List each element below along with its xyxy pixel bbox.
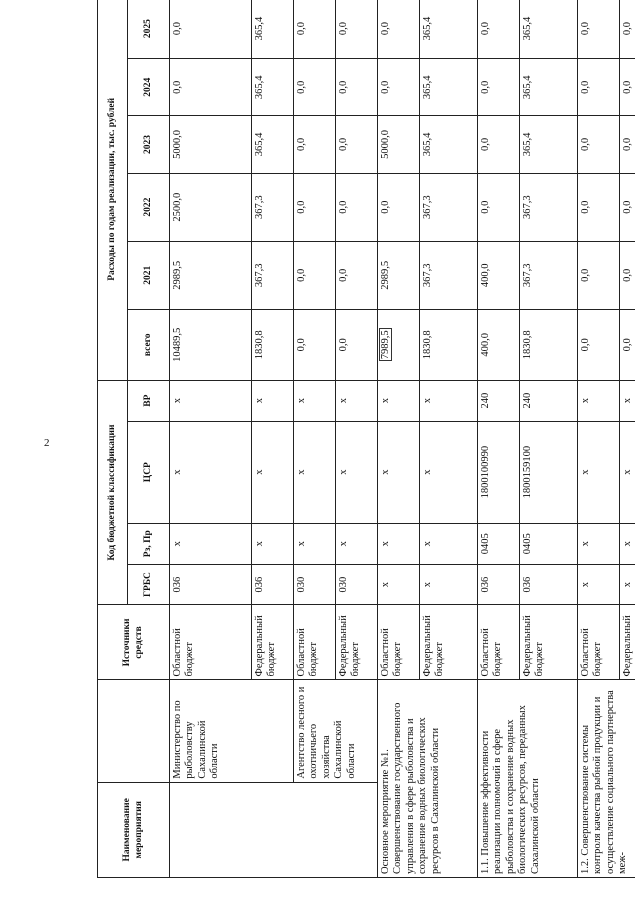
row-2022: 367,3	[252, 173, 294, 241]
row-2022: 0,0	[620, 173, 635, 241]
row-2022: 0,0	[336, 173, 378, 241]
row-2025: 365,4	[252, 0, 294, 59]
row-total: 1830,8	[520, 309, 578, 380]
row-2024: 0,0	[294, 59, 336, 116]
row-csr: х	[170, 421, 252, 523]
row-csr: х	[252, 421, 294, 523]
row-2021: 2989,5	[378, 241, 420, 309]
row-rzpr: х	[620, 523, 635, 564]
row-2022: 367,3	[420, 173, 478, 241]
row-grbs: 036	[170, 564, 252, 605]
row-2025: 365,4	[420, 0, 478, 59]
row-2021: 0,0	[294, 241, 336, 309]
row-source: Областной бюджет	[478, 605, 520, 680]
row-vr: 240	[478, 380, 520, 421]
row-2022: 2500,0	[170, 173, 252, 241]
row-2023: 0,0	[294, 116, 336, 173]
row-2024: 0,0	[378, 59, 420, 116]
row-2024: 0,0	[578, 59, 620, 116]
header-name: Наименование мероприятия	[98, 782, 170, 877]
header-2021: 2021	[128, 241, 170, 309]
row-grbs: 036	[520, 564, 578, 605]
block-agency: Агентство лесного и охотничьего хозяйства Сахалинской области	[294, 680, 378, 782]
row-source: Областной бюджет	[294, 605, 336, 680]
row-grbs: х	[420, 564, 478, 605]
row-2023: 0,0	[336, 116, 378, 173]
row-grbs: х	[378, 564, 420, 605]
row-2025: 0,0	[336, 0, 378, 59]
row-vr: х	[620, 380, 635, 421]
row-total	[378, 309, 420, 380]
row-2021: 367,3	[252, 241, 294, 309]
row-2024: 365,4	[420, 59, 478, 116]
row-vr: х	[378, 380, 420, 421]
row-vr: х	[170, 380, 252, 421]
block-name-empty	[170, 782, 378, 877]
row-rzpr: х	[378, 523, 420, 564]
row-rzpr: х	[294, 523, 336, 564]
row-grbs: 036	[252, 564, 294, 605]
row-source: Областной бюджет	[578, 605, 620, 680]
row-rzpr: х	[336, 523, 378, 564]
row-2025: 0,0	[578, 0, 620, 59]
header-vr: ВР	[128, 380, 170, 421]
row-2022: 367,3	[520, 173, 578, 241]
row-2023: 0,0	[478, 116, 520, 173]
row-rzpr: 0405	[478, 523, 520, 564]
row-2025: 0,0	[478, 0, 520, 59]
boxed-total: 7989,5	[380, 330, 391, 360]
block-ministry: Министерство по рыболовству Сахалинской области	[170, 680, 294, 782]
row-grbs: 030	[294, 564, 336, 605]
row-total: 10489,5	[170, 309, 252, 380]
row-2022: 0,0	[294, 173, 336, 241]
header-2025: 2025	[128, 0, 170, 59]
row-total: 0,0	[578, 309, 620, 380]
page-number: 2	[44, 437, 50, 449]
row-2023: 365,4	[420, 116, 478, 173]
row-2022: 0,0	[378, 173, 420, 241]
row-vr: х	[252, 380, 294, 421]
row-2023: 0,0	[620, 116, 635, 173]
row-total: 0,0	[294, 309, 336, 380]
row-csr: х	[378, 421, 420, 523]
row-2023: 5000,0	[170, 116, 252, 173]
row-2021: 367,3	[520, 241, 578, 309]
row-2023: 0,0	[578, 116, 620, 173]
row-2021: 2989,5	[170, 241, 252, 309]
budget-table	[97, 0, 635, 878]
row-rzpr: х	[252, 523, 294, 564]
row-grbs: 036	[478, 564, 520, 605]
header-empty	[98, 680, 170, 782]
row-2024: 0,0	[170, 59, 252, 116]
row-vr: х	[420, 380, 478, 421]
header-rzpr: Рз, Пр	[128, 523, 170, 564]
row-vr: х	[336, 380, 378, 421]
header-code-group: Код бюджетной классификации	[98, 380, 128, 605]
header-csr: ЦСР	[128, 421, 170, 523]
row-2021: 0,0	[620, 241, 635, 309]
row-2021: 400,0	[478, 241, 520, 309]
row-source: Федеральный бюджет	[520, 605, 578, 680]
row-vr: 240	[520, 380, 578, 421]
row-2025: 0,0	[294, 0, 336, 59]
row-total: 0,0	[336, 309, 378, 380]
header-2023: 2023	[128, 116, 170, 173]
row-2024: 0,0	[620, 59, 635, 116]
row-source: Федеральный	[620, 605, 635, 680]
header-grbs: ГРБС	[128, 564, 170, 605]
row-2024: 365,4	[520, 59, 578, 116]
row-csr: 1800159100	[520, 421, 578, 523]
row-csr: 1800100990	[478, 421, 520, 523]
row-2025: 0,0	[378, 0, 420, 59]
row-source: Федеральный бюджет	[420, 605, 478, 680]
row-total: 0,0	[620, 309, 635, 380]
row-vr: х	[578, 380, 620, 421]
row-2025: 0,0	[620, 0, 635, 59]
block-event-1-2: 1.2. Совершенствование системы контроля качества рыбной продукции и осуществление социального партнерства меж-	[578, 680, 635, 878]
row-source: Федеральный бюджет	[252, 605, 294, 680]
header-sources: Источники средств	[98, 605, 170, 680]
row-csr: х	[420, 421, 478, 523]
row-total: 400,0	[478, 309, 520, 380]
block-main-event: Основное мероприятие №1. Совершенствование государственного управления в сфере рыболовства и сохранение водных биологических ресурсов в Сахалинской области	[378, 680, 478, 878]
row-csr: х	[336, 421, 378, 523]
row-rzpr: 0405	[520, 523, 578, 564]
row-rzpr: х	[420, 523, 478, 564]
row-total: 1830,8	[252, 309, 294, 380]
row-2023: 365,4	[252, 116, 294, 173]
row-2022: 0,0	[578, 173, 620, 241]
row-csr: х	[294, 421, 336, 523]
row-2021: 367,3	[420, 241, 478, 309]
row-2024: 365,4	[252, 59, 294, 116]
row-rzpr: х	[578, 523, 620, 564]
row-vr: х	[294, 380, 336, 421]
block-event-1-1: 1.1. Повышение эффективности реализации полномочий в сфере рыболовства и сохранение водных биологических ресурсов, переданных Сахалинской области	[478, 680, 578, 878]
row-2023: 5000,0	[378, 116, 420, 173]
row-2022: 0,0	[478, 173, 520, 241]
row-2024: 0,0	[478, 59, 520, 116]
row-source: Федеральный бюджет	[336, 605, 378, 680]
row-grbs: х	[578, 564, 620, 605]
header-2022: 2022	[128, 173, 170, 241]
header-total: всего	[128, 309, 170, 380]
row-2024: 0,0	[336, 59, 378, 116]
row-grbs: 030	[336, 564, 378, 605]
header-expenses-group: Расходы по годам реализации, тыс. рублей	[98, 0, 128, 380]
row-csr: х	[578, 421, 620, 523]
row-2023: 365,4	[520, 116, 578, 173]
row-source: Областной бюджет	[378, 605, 420, 680]
row-csr: х	[620, 421, 635, 523]
row-rzpr: х	[170, 523, 252, 564]
row-source: Областной бюджет	[170, 605, 252, 680]
row-total: 1830,8	[420, 309, 478, 380]
row-2021: 0,0	[578, 241, 620, 309]
row-2025: 365,4	[520, 0, 578, 59]
row-grbs: х	[620, 564, 635, 605]
header-2024: 2024	[128, 59, 170, 116]
row-2021: 0,0	[336, 241, 378, 309]
row-2025: 0,0	[170, 0, 252, 59]
